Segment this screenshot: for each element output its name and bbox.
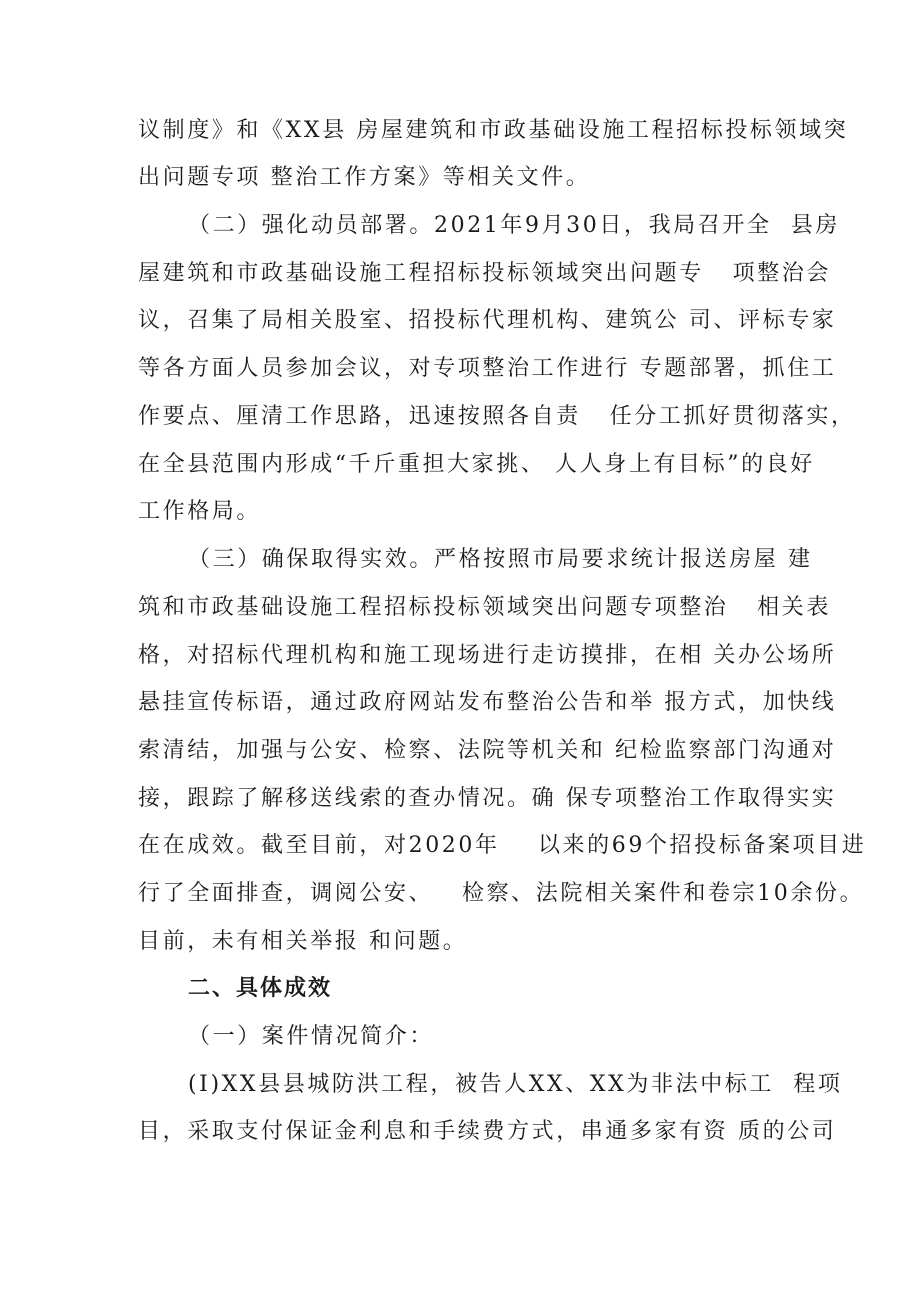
text-line-8: 在全县范围内形成“千斤重担大家挑、 人人身上有目标”的良好 (138, 452, 815, 477)
text-line-7: 作要点、厘清工作思路，迅速按照各自责 任分工抓好贯彻落实， (138, 404, 856, 429)
paragraph-2-line-1: （二）强化动员部署。2021年9月30日，我局召开全 县房 (188, 213, 840, 238)
text-line-13: 悬挂宣传标语，通过政府网站发布整治公告和举 报方式，加快线 (138, 690, 837, 715)
case-paragraph-line-2: 目，采取支付保证金利息和手续费方式，串通多家有资 质的公司 (138, 1119, 837, 1144)
text-line-6: 等各方面人员参加会议，对专项整治工作进行 专题部署，抓住工 (138, 356, 837, 381)
section-heading: 二、具体成效 (188, 976, 333, 1001)
text-line-9: 工作格局。 (138, 499, 262, 524)
paragraph-3-line-1: （三）确保取得实效。严格按照市局要求统计报送房屋 建 (188, 547, 813, 572)
text-line-5: 议，召集了局相关股室、招投标代理机构、建筑公 司、评标专家 (138, 308, 837, 333)
text-line-12: 格，对招标代理机构和施工现场进行走访摸排，在相 关办公场所 (138, 643, 837, 668)
text-line-4: 屋建筑和市政基础设施工程招标投标领域突出问题专 项整治会 (138, 261, 831, 286)
text-line-18: 目前，未有相关举报 和问题。 (138, 929, 468, 954)
text-line-11: 筑和市政基础设施工程招标投标领域突出问题专项整治 相关表 (138, 595, 831, 620)
subsection-heading: （一）案件情况简介： (188, 1024, 435, 1049)
text-line-17: 行了全面排查，调阅公安、 检察、法院相关案件和卷宗10余份。 (138, 881, 865, 906)
text-line-16: 在在成效。截至目前，对2020年 以来的69个招投标备案项目进 (138, 833, 867, 858)
text-line-2: 出问题专项 整治工作方案》等相关文件。 (138, 165, 591, 190)
text-line-15: 接，跟踪了解移送线索的查办情况。确 保专项整治工作取得实实 (138, 786, 837, 811)
case-paragraph-line-1: (I)XX县县城防洪工程，被告人XX、XX为非法中标工 程项 (188, 1072, 843, 1097)
text-line-14: 索清结，加强与公安、检察、法院等机关和 纪检监察部门沟通对 (138, 738, 837, 763)
text-line-1: 议制度》和《XX县 房屋建筑和市政基础设施工程招标投标领域突 (138, 118, 849, 143)
